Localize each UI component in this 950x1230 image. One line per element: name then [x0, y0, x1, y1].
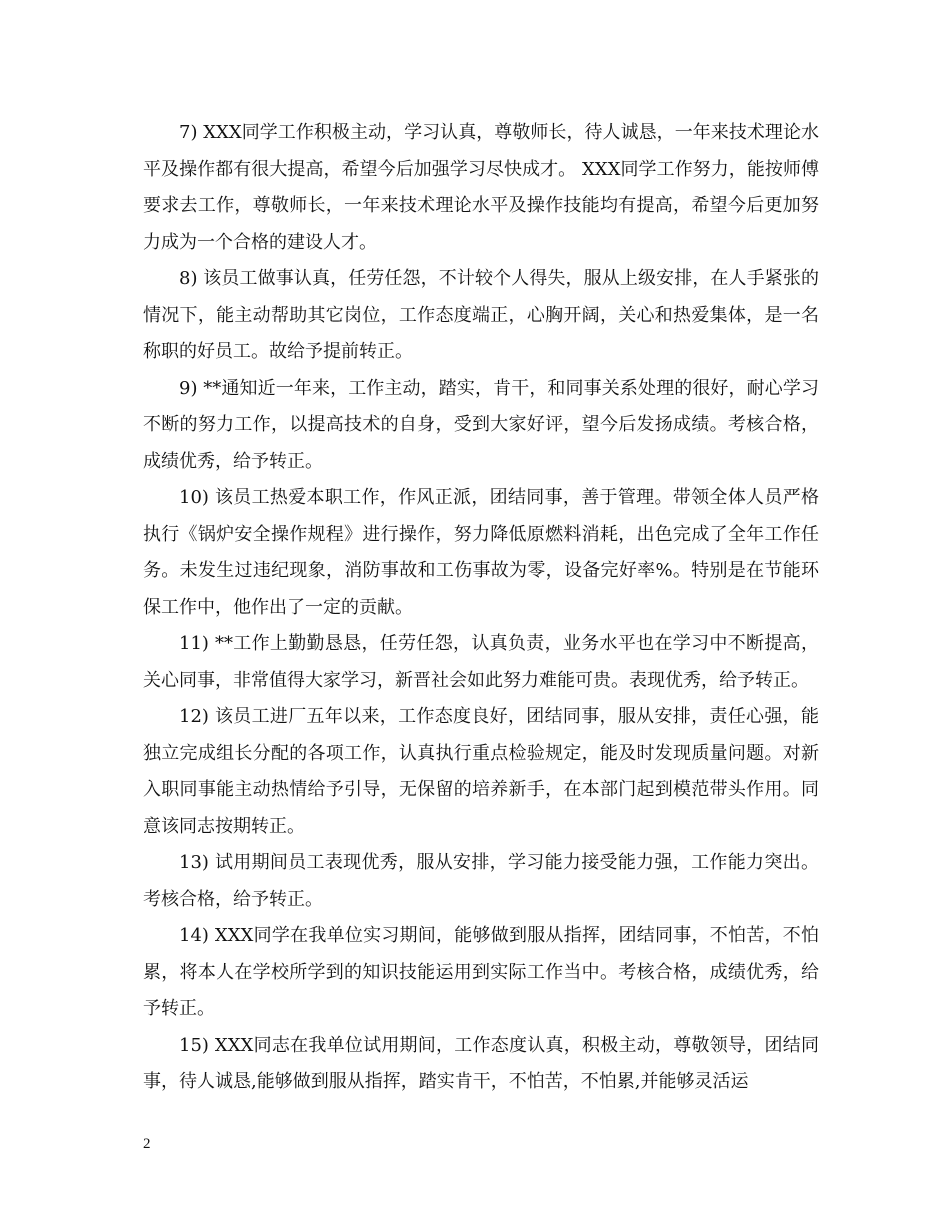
paragraph-14: 14) XXX同学在我单位实习期间，能够做到服从指挥，团结同事，不怕苦，不怕累，将本人在学校所学到的知识技能运用到实际工作当中。考核合格，成绩优秀，给予转正。 [143, 925, 819, 1019]
paragraph-12: 12) 该员工进厂五年以来，工作态度良好，团结同事，服从安排，责任心强，能独立完成组长分配的各项工作，认真执行重点检验规定，能及时发现质量问题。对新入职同事能主动热情给予引导，无保留的培养新手，在本部门起到模范带头作用。同意该同志按期转正。 [143, 706, 819, 837]
paragraph-7: 7) XXX同学工作积极主动，学习认真，尊敬师长，待人诚恳，一年来技术理论水平及操作都有很大提高，希望今后加强学习尽快成才。 XXX同学工作努力，能按师傅要求去工作，尊敬师长，一年来技术理论水平及操作技能均有提高，希望今后更加努力成为一个合格的建设人才。 [143, 122, 819, 253]
page-number: 2 [143, 1136, 151, 1152]
paragraph-10: 10) 该员工热爱本职工作，作风正派，团结同事，善于管理。带领全体人员严格执行《锅炉安全操作规程》进行操作，努力降低原燃料消耗，出色完成了全年工作任务。未发生过违纪现象，消防事故和工伤事故为零，设备完好率%。特别是在节能环保工作中，他作出了一定的贡献。 [143, 487, 819, 618]
paragraph-15: 15) XXX同志在我单位试用期间，工作态度认真，积极主动，尊敬领导，团结同事，待人诚恳,能够做到服从指挥，踏实肯干，不怕苦，不怕累,并能够灵活运 [143, 1034, 819, 1092]
document-body [143, 115, 819, 1101]
paragraph-11: 11) **工作上勤勤恳恳，任劳任怨，认真负责，业务水平也在学习中不断提高，关心同事，非常值得大家学习，新晋社会如此努力难能可贵。表现优秀，给予转正。 [143, 633, 819, 691]
paragraph-9: 9) **通知近一年来，工作主动，踏实，肯干，和同事关系处理的很好，耐心学习不断的努力工作，以提高技术的自身，受到大家好评，望今后发扬成绩。考核合格，成绩优秀，给予转正。 [143, 377, 819, 472]
paragraph-13: 13) 试用期间员工表现优秀，服从安排，学习能力接受能力强，工作能力突出。考核合格，给予转正。 [143, 852, 819, 910]
paragraph-8: 8) 该员工做事认真，任劳任怨，不计较个人得失，服从上级安排，在人手紧张的情况下，能主动帮助其它岗位，工作态度端正，心胸开阔，关心和热爱集体，是一名称职的好员工。故给予提前转正。 [143, 268, 819, 362]
